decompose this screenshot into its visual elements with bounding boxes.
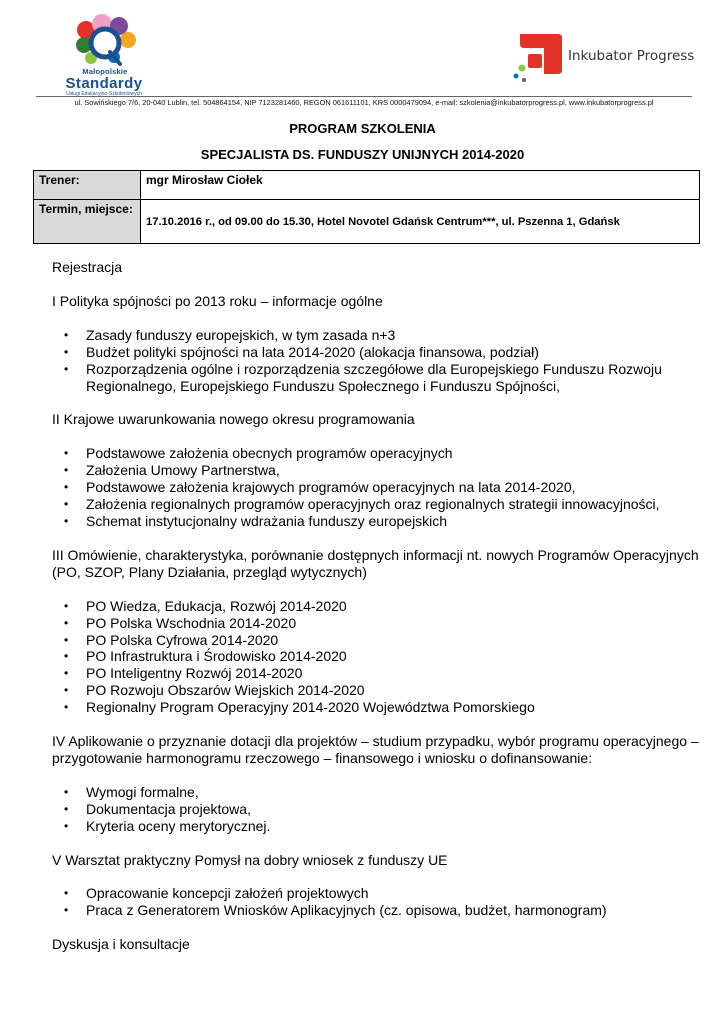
list-item: • Podstawowe założenia obecnych programów operacyjnych	[52, 445, 702, 462]
section-list	[52, 885, 702, 919]
list-item: • Budżet polityki spójności na lata 2014-2020 (alokacja finansowa, podział)	[52, 344, 702, 361]
list-item: • PO Rozwoju Obszarów Wiejskich 2014-2020	[52, 682, 702, 699]
flower-q-icon	[44, 12, 162, 72]
document-title: PROGRAM SZKOLENIA	[289, 121, 436, 136]
date-place-row	[34, 200, 700, 244]
logo-text-line1: Małopolskie	[82, 67, 128, 76]
list-item: • Podstawowe założenia krajowych programów operacyjnych na lata 2014-2020,	[52, 479, 702, 496]
date-place-value: 17.10.2016 r., od 09.00 do 15.30, Hotel Novotel Gdańsk Centrum***, ul. Pszenna 1, Gdańsk	[141, 200, 700, 244]
section-heading: I Polityka spójności po 2013 roku – informacje ogólne	[52, 292, 383, 309]
list-item: • PO Inteligentny Rozwój 2014-2020	[52, 665, 702, 682]
program-content	[52, 259, 702, 953]
inkubator-progress-name: Inkubator Progress	[568, 48, 695, 64]
list-item: • Opracowanie koncepcji założeń projektowych	[52, 885, 702, 902]
list-item: • PO Polska Cyfrowa 2014-2020	[52, 632, 702, 649]
list-item: • Wymogi formalne,	[52, 784, 702, 801]
list-item: • PO Infrastruktura i Środowisko 2014-2020	[52, 648, 702, 665]
section-heading: IV Aplikowanie o przyznanie dotacji dla projektów – studium przypadku, wybór programu operacyjnego – przygotowanie harmonogramu rzeczowego – finansowego i wniosku o dofinansowanie:	[52, 733, 699, 766]
section-list	[52, 784, 702, 835]
list-item: • Dokumentacja projektowa,	[52, 801, 702, 818]
list-item: • Regionalny Program Operacyjny 2014-2020 Województwa Pomorskiego	[52, 699, 702, 716]
list-item: • PO Polska Wschodnia 2014-2020	[52, 615, 702, 632]
trainer-label: Trener:	[34, 171, 141, 200]
list-item: • Praca z Generatorem Wniosków Aplikacyjnych (cz. opisowa, budżet, harmonogram)	[52, 902, 702, 919]
list-item: • Rozporządzenia ogólne i rozporządzenia szczegółowe dla Europejskiego Funduszu Rozwoju Regionalnego, Europejskiego Funduszu Społecznego i Funduszu Spójności,	[52, 361, 702, 395]
registration-text: Rejestracja	[52, 259, 123, 275]
list-item: • Schemat instytucjonalny wdrażania funduszy europejskich	[52, 513, 702, 530]
list-item: • Kryteria oceny merytorycznej.	[52, 818, 702, 835]
section-list	[52, 327, 702, 395]
inkubator-progress-logo	[506, 30, 706, 86]
section-heading: V Warsztat praktyczny Pomysł na dobry wniosek z funduszy UE	[52, 851, 448, 868]
section-heading: III Omówienie, charakterystyka, porównanie dostępnych informacji nt. nowych Programów Operacyjnych (PO, SZOP, Plany Działania, przegląd wytycznych)	[52, 546, 699, 580]
section-list	[52, 598, 702, 716]
date-place-label: Termin, miejsce:	[34, 200, 141, 244]
progress-mark-icon	[506, 30, 566, 86]
training-info-table	[33, 170, 700, 244]
company-address: ul. Sowińskiego 7/6, 20-040 Lublin, tel. 504864154, NIP 7123281460, REGON 061611101, KRS 0000479094, e-mail: szkolenia@inkubatorprogress.pl, www.inkubatorprogress.pl	[36, 96, 692, 107]
malopolskie-standardy-logo	[44, 12, 162, 97]
list-item: • Zasady funduszy europejskich, w tym zasada n+3	[52, 327, 702, 344]
logo-text-line2: Standardy	[65, 75, 143, 92]
trainer-value: mgr Mirosław Ciołek	[141, 171, 700, 200]
logo-text-line3: Usługi Edukacyjno-Szkoleniowych	[66, 91, 142, 97]
closing-text: Dyskusja i konsultacje	[52, 936, 190, 953]
list-item: • PO Wiedza, Edukacja, Rozwój 2014-2020	[52, 598, 702, 615]
list-item: • Założenia Umowy Partnerstwa,	[52, 462, 702, 479]
document-subtitle: SPECJALISTA DS. FUNDUSZY UNIJNYCH 2014-2020	[200, 147, 525, 162]
document-header	[0, 0, 725, 110]
trainer-row	[34, 171, 700, 200]
list-item: • Założenia regionalnych programów operacyjnych oraz regionalnych strategii innowacyjności,	[52, 496, 702, 513]
section-heading: II Krajowe uwarunkowania nowego okresu programowania	[52, 411, 415, 428]
section-list	[52, 445, 702, 530]
